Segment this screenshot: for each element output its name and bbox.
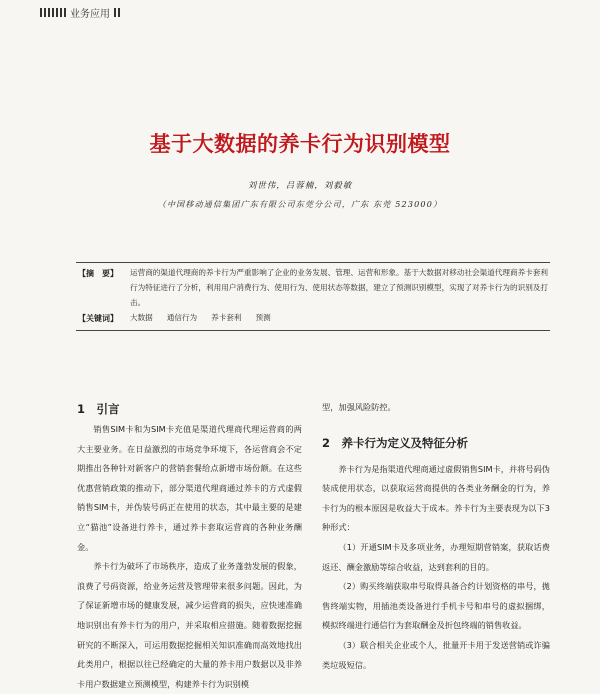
keyword: 养卡套利 (211, 313, 242, 322)
continued-paragraph: 型，加强风险防控。 (322, 402, 396, 412)
left-column (77, 398, 302, 694)
section-heading-definition: 2 养卡行为定义及特征分析 (322, 435, 469, 450)
keywords-label: 【关键词】 (78, 314, 118, 323)
paper-title: 基于大数据的养卡行为识别模型 (149, 132, 451, 156)
abstract-label: 【摘 要】 (78, 269, 118, 278)
header-section-label: 业务应用 (70, 9, 110, 20)
abstract-bottom-rule (76, 330, 550, 331)
keywords-list (130, 312, 271, 323)
paper-authors: 刘世伟，吕蓉楠，刘毅敏 (247, 181, 353, 191)
section-heading-introduction: 1 引言 (77, 402, 120, 416)
list-item: （2）购买终端获取串号取得具备合约计划资格的串号，拋售终端实物，用插池类设备进行手机卡号和串号的虚拟捆绑，模拟终端进行通信行为套取酬金及折包终端的销售收益。 (322, 581, 550, 631)
body-paragraph: 养卡行为破坏了市场秩序，造成了业务蓬勃发展的假象，浪费了号码资源，给业务运营及管理带来很多问题。因此，为了保证新增市场的健康发展，减少运营商的损失，应快速准确地识别出有养卡行为的用户，并采取相应措施。随着数据挖掘研究的不断深入，可运用数据挖掘相关知识准确而高效地找出此类用户，根据以往已经确定的大量的养卡用户数据以及非养卡用户数据建立预测模型，构建养卡行为识别模 (77, 561, 302, 689)
keyword: 大数据 (130, 313, 153, 322)
body-paragraph: 养卡行为是指渠道代理商通过虚假销售SIM卡，并将号码伪装成使用状态，以获取运营商提供的各类业务酬金的行为，养卡行为的根本原因是收益大于成本。养卡行为主要表现为以下3种形式： (322, 463, 550, 533)
body-paragraph: 销售SIM卡和为SIM卡充值是渠道代理商代理运营商的两大主要业务。在日益激烈的市场竞争环境下，各运营商会不定期推出各种针对新客户的营销套餐给点新增市场份额。在这些优惠营销政策的推动下，部分渠道代理商通过养卡的方式虚假销售SIM卡，并伪装号码正在使用的状态，其中最主要的是建立“猫池”设备进行养卡，通过养卡套取运营商的各种业务酬金。 (77, 424, 302, 552)
list-item: （3）联合相关企业或个人，批量开卡用于发送营销或诈骗类垃圾短信。 (322, 639, 550, 670)
list-item: （1）开通SIM卡及多项业务，办理短期营销案，获取话费返还、酬金激励等综合收益，达到套利的目的。 (322, 541, 550, 572)
right-column (322, 398, 550, 675)
keyword: 预测 (255, 313, 271, 322)
paper-affiliation: （中国移动通信集团广东有限公司东莞分公司，广东 东莞 523000） (157, 200, 443, 209)
header-bars-icon-right (114, 8, 120, 17)
keyword: 通信行为 (166, 313, 198, 322)
abstract-top-rule (76, 262, 550, 263)
journal-header (40, 5, 120, 20)
header-bars-icon (40, 8, 66, 17)
abstract-text: 运营商的渠道代理商的养卡行为严重影响了企业的业务发展、管理、运营和形象。基于大数据对移动社会渠道代理商养卡套利行为特征进行了分析，利用用户消费行为、使用行为、使用状态等数据，建立了预测识别模型，实现了对养卡行为的识别及打击。 (130, 268, 548, 307)
